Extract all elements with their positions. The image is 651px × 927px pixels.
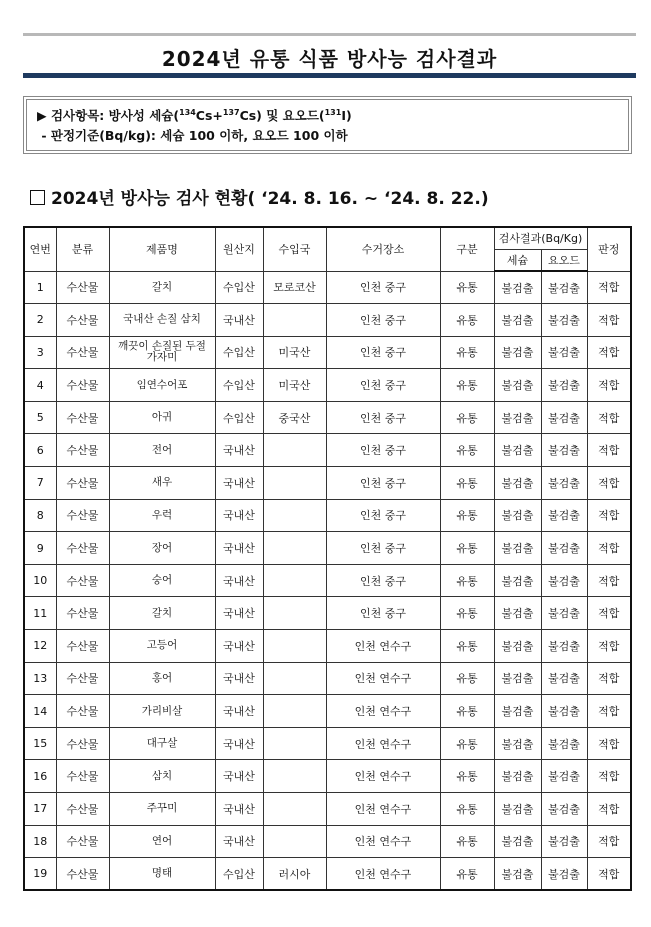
cell-verdict: 적합 (587, 499, 631, 532)
cell-import-country (263, 532, 326, 565)
cell-product: 명태 (109, 858, 215, 891)
criteria-items-prefix: ▶ 검사항목: 방사성 세슘( (37, 108, 180, 123)
table-row (24, 467, 631, 500)
header-type: 구분 (440, 227, 494, 271)
cell-no: 18 (24, 825, 56, 858)
cell-cesium: 불검출 (494, 369, 541, 402)
checkbox-square-icon (30, 190, 45, 205)
cell-verdict: 적합 (587, 825, 631, 858)
cell-iodine: 불검출 (541, 271, 587, 304)
cell-origin: 국내산 (215, 727, 263, 760)
cell-cesium: 불검출 (494, 662, 541, 695)
criteria-inner (26, 99, 629, 151)
cs137-superscript: 137 (222, 107, 240, 117)
cell-cesium: 불검출 (494, 727, 541, 760)
cell-product: 임연수어포 (109, 369, 215, 402)
table-row (24, 304, 631, 337)
cell-cesium: 불검출 (494, 499, 541, 532)
header-cesium: 세슘 (494, 249, 541, 271)
title-bottom-rule (23, 73, 636, 78)
cell-no: 13 (24, 662, 56, 695)
cell-iodine: 불검출 (541, 434, 587, 467)
cell-origin: 국내산 (215, 499, 263, 532)
criteria-line-standard: - 판정기준(Bq/kg): 세슘 100 이하, 요오드 100 이하 (37, 128, 348, 143)
cell-location: 인천 중구 (326, 434, 440, 467)
cell-location: 인천 중구 (326, 467, 440, 500)
cell-location: 인천 중구 (326, 271, 440, 304)
cell-type: 유통 (440, 369, 494, 402)
cell-origin: 국내산 (215, 467, 263, 500)
cell-iodine: 불검출 (541, 793, 587, 826)
cell-product: 아귀 (109, 401, 215, 434)
cell-type: 유통 (440, 858, 494, 891)
table-row (24, 662, 631, 695)
table-row (24, 401, 631, 434)
cell-type: 유통 (440, 499, 494, 532)
cell-cesium: 불검출 (494, 467, 541, 500)
header-category: 분류 (56, 227, 109, 271)
cell-cesium: 불검출 (494, 271, 541, 304)
criteria-items-suffix: I) (341, 108, 352, 123)
cell-type: 유통 (440, 727, 494, 760)
cell-no: 3 (24, 336, 56, 369)
cell-iodine: 불검출 (541, 401, 587, 434)
cell-type: 유통 (440, 695, 494, 728)
cell-verdict: 적합 (587, 597, 631, 630)
table-row (24, 336, 631, 369)
cell-location: 인천 중구 (326, 532, 440, 565)
cell-location: 인천 중구 (326, 499, 440, 532)
cell-product: 고등어 (109, 630, 215, 663)
cell-location: 인천 중구 (326, 304, 440, 337)
cs134-superscript: 134 (179, 107, 196, 117)
results-table (23, 226, 632, 891)
cell-category: 수산물 (56, 630, 109, 663)
table-row (24, 597, 631, 630)
table-row (24, 271, 631, 304)
cell-origin: 수입산 (215, 336, 263, 369)
cell-type: 유통 (440, 532, 494, 565)
cell-product: 대구살 (109, 727, 215, 760)
header-result: 검사결과(Bq/Kg) (494, 227, 587, 249)
cell-origin: 국내산 (215, 695, 263, 728)
cell-category: 수산물 (56, 532, 109, 565)
cell-verdict: 적합 (587, 695, 631, 728)
cell-iodine: 불검출 (541, 825, 587, 858)
cell-type: 유통 (440, 434, 494, 467)
cell-iodine: 불검출 (541, 858, 587, 891)
cell-no: 11 (24, 597, 56, 630)
cell-cesium: 불검출 (494, 630, 541, 663)
cell-cesium: 불검출 (494, 336, 541, 369)
table-row (24, 825, 631, 858)
cell-verdict: 적합 (587, 532, 631, 565)
cell-verdict: 적합 (587, 369, 631, 402)
cell-product: 장어 (109, 532, 215, 565)
cell-origin: 국내산 (215, 597, 263, 630)
cell-origin: 국내산 (215, 793, 263, 826)
cell-import-country (263, 760, 326, 793)
cell-type: 유통 (440, 304, 494, 337)
cell-product: 갈치 (109, 597, 215, 630)
cell-product: 가리비살 (109, 695, 215, 728)
cell-location: 인천 중구 (326, 369, 440, 402)
cell-cesium: 불검출 (494, 434, 541, 467)
cell-category: 수산물 (56, 499, 109, 532)
cell-no: 12 (24, 630, 56, 663)
cell-iodine: 불검출 (541, 695, 587, 728)
cell-location: 인천 연수구 (326, 695, 440, 728)
cell-origin: 국내산 (215, 304, 263, 337)
cell-no: 17 (24, 793, 56, 826)
table-row (24, 727, 631, 760)
cell-import-country: 러시아 (263, 858, 326, 891)
cell-category: 수산물 (56, 695, 109, 728)
cell-product: 숭어 (109, 564, 215, 597)
table-row (24, 858, 631, 891)
cell-category: 수산물 (56, 793, 109, 826)
cell-location: 인천 연수구 (326, 760, 440, 793)
cell-location: 인천 연수구 (326, 662, 440, 695)
cell-product: 홍어 (109, 662, 215, 695)
cell-iodine: 불검출 (541, 369, 587, 402)
cell-no: 19 (24, 858, 56, 891)
cell-import-country (263, 695, 326, 728)
cell-cesium: 불검출 (494, 793, 541, 826)
cell-iodine: 불검출 (541, 727, 587, 760)
cell-location: 인천 연수구 (326, 858, 440, 891)
cell-type: 유통 (440, 467, 494, 500)
cell-type: 유통 (440, 825, 494, 858)
section-title (30, 184, 489, 209)
cell-verdict: 적합 (587, 304, 631, 337)
table-row (24, 532, 631, 565)
cell-verdict: 적합 (587, 760, 631, 793)
cell-verdict: 적합 (587, 401, 631, 434)
cell-import-country (263, 793, 326, 826)
cell-no: 14 (24, 695, 56, 728)
cell-location: 인천 중구 (326, 564, 440, 597)
cell-origin: 수입산 (215, 271, 263, 304)
cell-no: 8 (24, 499, 56, 532)
cell-category: 수산물 (56, 336, 109, 369)
table-row (24, 434, 631, 467)
cell-verdict: 적합 (587, 630, 631, 663)
cell-category: 수산물 (56, 467, 109, 500)
cell-origin: 수입산 (215, 369, 263, 402)
cell-category: 수산물 (56, 662, 109, 695)
cell-iodine: 불검출 (541, 336, 587, 369)
cell-cesium: 불검출 (494, 304, 541, 337)
cell-verdict: 적합 (587, 662, 631, 695)
cell-category: 수산물 (56, 564, 109, 597)
header-verdict: 판정 (587, 227, 631, 271)
cell-category: 수산물 (56, 401, 109, 434)
cell-category: 수산물 (56, 727, 109, 760)
cell-category: 수산물 (56, 434, 109, 467)
cell-no: 16 (24, 760, 56, 793)
cell-verdict: 적합 (587, 727, 631, 760)
page-title: 2024년 유통 식품 방사능 검사결과 (161, 47, 498, 71)
cell-verdict: 적합 (587, 434, 631, 467)
cell-cesium: 불검출 (494, 695, 541, 728)
cell-category: 수산물 (56, 369, 109, 402)
table-row (24, 760, 631, 793)
header-location: 수거장소 (326, 227, 440, 271)
cell-category: 수산물 (56, 825, 109, 858)
cell-iodine: 불검출 (541, 564, 587, 597)
table-row (24, 564, 631, 597)
cell-product: 전어 (109, 434, 215, 467)
cell-location: 인천 연수구 (326, 825, 440, 858)
cell-import-country: 미국산 (263, 336, 326, 369)
header-no: 연번 (24, 227, 56, 271)
cell-import-country (263, 434, 326, 467)
cell-cesium: 불검출 (494, 825, 541, 858)
cell-type: 유통 (440, 336, 494, 369)
cell-cesium: 불검출 (494, 564, 541, 597)
cell-category: 수산물 (56, 304, 109, 337)
cell-product: 갈치 (109, 271, 215, 304)
cell-iodine: 불검출 (541, 760, 587, 793)
cell-product: 연어 (109, 825, 215, 858)
cell-import-country (263, 727, 326, 760)
section-title-text: 2024년 방사능 검사 현황( ‘24. 8. 16. ~ ‘24. 8. 22.) (51, 189, 489, 209)
cell-location: 인천 연수구 (326, 793, 440, 826)
cell-category: 수산물 (56, 858, 109, 891)
cell-verdict: 적합 (587, 793, 631, 826)
cell-product: 주꾸미 (109, 793, 215, 826)
cell-cesium: 불검출 (494, 401, 541, 434)
cell-category: 수산물 (56, 760, 109, 793)
cell-no: 6 (24, 434, 56, 467)
cell-location: 인천 연수구 (326, 727, 440, 760)
header-import-country: 수입국 (263, 227, 326, 271)
cell-location: 인천 중구 (326, 597, 440, 630)
cell-import-country (263, 630, 326, 663)
table-row (24, 793, 631, 826)
cell-import-country: 미국산 (263, 369, 326, 402)
title-block (23, 33, 636, 79)
cell-product: 새우 (109, 467, 215, 500)
cell-no: 10 (24, 564, 56, 597)
cell-category: 수산물 (56, 271, 109, 304)
cell-origin: 국내산 (215, 434, 263, 467)
cell-product: 우럭 (109, 499, 215, 532)
cell-no: 15 (24, 727, 56, 760)
cell-category: 수산물 (56, 597, 109, 630)
cell-import-country (263, 662, 326, 695)
title-top-rule (23, 33, 636, 36)
cell-iodine: 불검출 (541, 597, 587, 630)
cell-cesium: 불검출 (494, 760, 541, 793)
cell-import-country (263, 564, 326, 597)
cell-no: 7 (24, 467, 56, 500)
criteria-box (23, 96, 632, 154)
cell-import-country (263, 825, 326, 858)
cell-iodine: 불검출 (541, 467, 587, 500)
cell-type: 유통 (440, 662, 494, 695)
cell-verdict: 적합 (587, 271, 631, 304)
cell-import-country: 중국산 (263, 401, 326, 434)
cs-mid: Cs+ (195, 108, 223, 123)
cell-origin: 국내산 (215, 825, 263, 858)
criteria-line-items (37, 106, 618, 126)
cell-origin: 국내산 (215, 760, 263, 793)
cell-type: 유통 (440, 793, 494, 826)
cell-no: 5 (24, 401, 56, 434)
cell-import-country (263, 467, 326, 500)
cell-type: 유통 (440, 597, 494, 630)
cell-type: 유통 (440, 271, 494, 304)
cell-no: 2 (24, 304, 56, 337)
cell-origin: 국내산 (215, 532, 263, 565)
header-product: 제품명 (109, 227, 215, 271)
cell-origin: 수입산 (215, 858, 263, 891)
cell-type: 유통 (440, 564, 494, 597)
cell-origin: 국내산 (215, 630, 263, 663)
cell-product: 삼치 (109, 760, 215, 793)
cell-iodine: 불검출 (541, 662, 587, 695)
cell-import-country (263, 304, 326, 337)
cell-product: 깨끗이 손질된 두절 가자미 (109, 336, 215, 369)
cell-import-country (263, 597, 326, 630)
cell-cesium: 불검출 (494, 532, 541, 565)
table-row (24, 499, 631, 532)
header-iodine: 요오드 (541, 249, 587, 271)
cell-iodine: 불검출 (541, 304, 587, 337)
cell-type: 유통 (440, 401, 494, 434)
cell-location: 인천 중구 (326, 336, 440, 369)
cell-product: 국내산 손질 삼치 (109, 304, 215, 337)
cell-location: 인천 중구 (326, 401, 440, 434)
cell-cesium: 불검출 (494, 597, 541, 630)
cell-import-country: 모로코산 (263, 271, 326, 304)
cell-import-country (263, 499, 326, 532)
table-row (24, 369, 631, 402)
table-row (24, 695, 631, 728)
table-row (24, 630, 631, 663)
cell-origin: 국내산 (215, 662, 263, 695)
cell-cesium: 불검출 (494, 858, 541, 891)
cell-origin: 국내산 (215, 564, 263, 597)
cell-location: 인천 연수구 (326, 630, 440, 663)
cell-verdict: 적합 (587, 467, 631, 500)
cell-verdict: 적합 (587, 564, 631, 597)
cell-origin: 수입산 (215, 401, 263, 434)
cell-verdict: 적합 (587, 336, 631, 369)
criteria-items-mid: Cs) 및 요오드( (239, 108, 325, 123)
cell-iodine: 불검출 (541, 630, 587, 663)
cell-no: 9 (24, 532, 56, 565)
cell-verdict: 적합 (587, 858, 631, 891)
header-origin: 원산지 (215, 227, 263, 271)
cell-type: 유통 (440, 760, 494, 793)
cell-no: 4 (24, 369, 56, 402)
cell-no: 1 (24, 271, 56, 304)
cell-iodine: 불검출 (541, 532, 587, 565)
i131-superscript: 131 (324, 107, 342, 117)
cell-type: 유통 (440, 630, 494, 663)
cell-iodine: 불검출 (541, 499, 587, 532)
